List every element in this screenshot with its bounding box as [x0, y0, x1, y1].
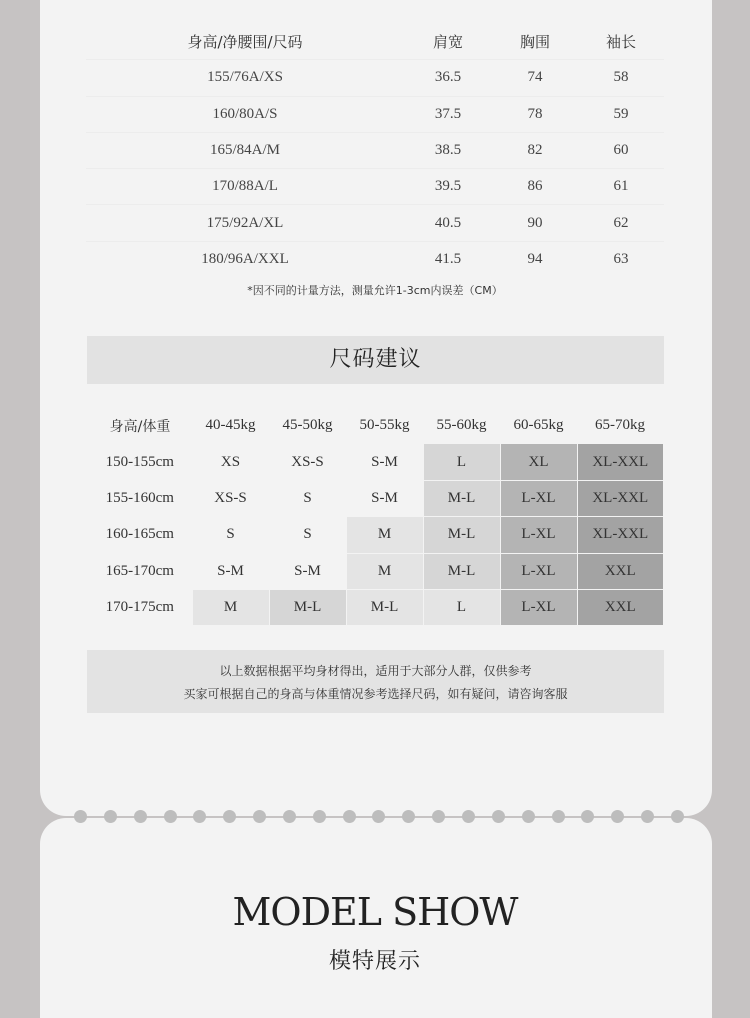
height-range-cell: 160-165cm — [88, 517, 192, 553]
measurement-cell: 61 — [578, 169, 664, 205]
size-advice-disclaimer — [87, 650, 664, 713]
height-range-cell: 170-175cm — [88, 589, 192, 625]
height-range-cell: 150-155cm — [88, 444, 192, 480]
size-label-cell: 160/80A/S — [86, 96, 404, 132]
size-cell: S — [269, 480, 346, 516]
table-row — [88, 553, 663, 589]
measurement-cell: 58 — [578, 60, 664, 96]
column-header: 肩宽 — [432, 33, 463, 52]
size-label-cell: 170/88A/L — [86, 169, 404, 205]
perforation-dot — [164, 810, 177, 823]
perforation-dot — [134, 810, 147, 823]
measurement-cell: 78 — [492, 96, 578, 132]
measurement-cell: 38.5 — [404, 132, 492, 168]
size-cell: M-L — [423, 517, 500, 553]
column-header: 40-45kg — [205, 417, 256, 434]
column-header: 身高/体重 — [109, 418, 171, 435]
table-row — [86, 241, 664, 277]
perforation-dot — [552, 810, 565, 823]
disclaimer-line: 买家可根据自己的身高与体重情况参考选择尺码，如有疑问，请咨询客服 — [183, 686, 568, 701]
table-row — [88, 589, 663, 625]
column-header: 55-60kg — [436, 417, 487, 434]
size-advice-title: 尺码建议 — [87, 336, 664, 384]
perforation-dot — [641, 810, 654, 823]
size-label-cell: 180/96A/XXL — [86, 241, 404, 277]
perforation-dot — [343, 810, 356, 823]
measurement-cell: 90 — [492, 205, 578, 241]
table-row — [86, 169, 664, 205]
perforation-dot — [223, 810, 236, 823]
measurement-cell: 37.5 — [404, 96, 492, 132]
perforation-dot — [522, 810, 535, 823]
size-advice-table — [88, 408, 663, 625]
perforation-dot — [313, 810, 326, 823]
size-cell: L — [423, 444, 500, 480]
size-cell: XXL — [577, 589, 663, 625]
perforation-dot — [492, 810, 505, 823]
measurement-cell: 40.5 — [404, 205, 492, 241]
table-header-row — [88, 408, 663, 444]
column-header: 胸围 — [519, 33, 550, 52]
disclaimer-line: 以上数据根据平均身材得出，适用于大部分人群，仅供参考 — [219, 663, 532, 678]
measurement-table — [86, 24, 664, 277]
measurement-cell: 63 — [578, 241, 664, 277]
size-cell: XXL — [577, 553, 663, 589]
table-row — [86, 132, 664, 168]
size-cell: S-M — [269, 553, 346, 589]
table-row — [88, 480, 663, 516]
size-cell: S-M — [346, 444, 423, 480]
measurement-cell: 74 — [492, 60, 578, 96]
table-row — [86, 60, 664, 96]
measurement-cell: 82 — [492, 132, 578, 168]
column-header: 身高/净腰围/尺码 — [187, 33, 303, 52]
perforation-dot — [74, 810, 87, 823]
size-cell: S — [269, 517, 346, 553]
measurement-cell: 94 — [492, 241, 578, 277]
size-cell: M-L — [346, 589, 423, 625]
measurement-note: *因不同的计量方法，测量允许1-3cm内误差（CM） — [247, 284, 503, 297]
perforation-dot — [432, 810, 445, 823]
perforation-dot — [581, 810, 594, 823]
size-cell: L-XL — [500, 553, 577, 589]
model-show-title: MODEL SHOW — [232, 890, 518, 934]
size-cell: L-XL — [500, 589, 577, 625]
size-cell: S-M — [346, 480, 423, 516]
size-cell: M-L — [423, 553, 500, 589]
perforation-dot — [283, 810, 296, 823]
size-cell: M-L — [269, 589, 346, 625]
column-header: 袖长 — [605, 33, 636, 52]
size-label-cell: 175/92A/XL — [86, 205, 404, 241]
size-cell: L-XL — [500, 480, 577, 516]
column-header: 50-55kg — [359, 417, 410, 434]
height-range-cell: 165-170cm — [88, 553, 192, 589]
size-cell: M — [346, 553, 423, 589]
size-label-cell: 155/76A/XS — [86, 60, 404, 96]
size-cell: XS-S — [192, 480, 269, 516]
measurement-cell: 39.5 — [404, 169, 492, 205]
perforation-dot — [611, 810, 624, 823]
measurement-cell: 60 — [578, 132, 664, 168]
size-cell: L-XL — [500, 517, 577, 553]
size-cell: XL-XXL — [577, 517, 663, 553]
table-row — [86, 205, 664, 241]
size-cell: S — [192, 517, 269, 553]
perforation-dot — [104, 810, 117, 823]
table-row — [88, 517, 663, 553]
measurement-cell: 62 — [578, 205, 664, 241]
size-cell: M — [192, 589, 269, 625]
table-header-row — [86, 24, 664, 60]
perforation-dot — [372, 810, 385, 823]
measurement-cell: 36.5 — [404, 60, 492, 96]
model-show-subtitle: 模特展示 — [328, 949, 421, 974]
table-row — [86, 96, 664, 132]
column-header: 65-70kg — [595, 417, 645, 434]
perforation-dot — [253, 810, 266, 823]
measurement-cell: 41.5 — [404, 241, 492, 277]
size-cell: XS-S — [269, 444, 346, 480]
perforation-divider — [74, 809, 684, 823]
size-cell: M — [346, 517, 423, 553]
column-header: 60-65kg — [513, 417, 564, 434]
size-label-cell: 165/84A/M — [86, 132, 404, 168]
measurement-cell: 86 — [492, 169, 578, 205]
perforation-dot — [462, 810, 475, 823]
column-header: 45-50kg — [282, 417, 333, 434]
size-cell: XL-XXL — [577, 480, 663, 516]
size-cell: M-L — [423, 480, 500, 516]
size-cell: XS — [192, 444, 269, 480]
perforation-dot — [671, 810, 684, 823]
measurement-cell: 59 — [578, 96, 664, 132]
size-cell: S-M — [192, 553, 269, 589]
perforation-dot — [402, 810, 415, 823]
height-range-cell: 155-160cm — [88, 480, 192, 516]
table-row — [88, 444, 663, 480]
size-cell: XL-XXL — [577, 444, 663, 480]
perforation-dot — [193, 810, 206, 823]
size-cell: XL — [500, 444, 577, 480]
size-cell: L — [423, 589, 500, 625]
